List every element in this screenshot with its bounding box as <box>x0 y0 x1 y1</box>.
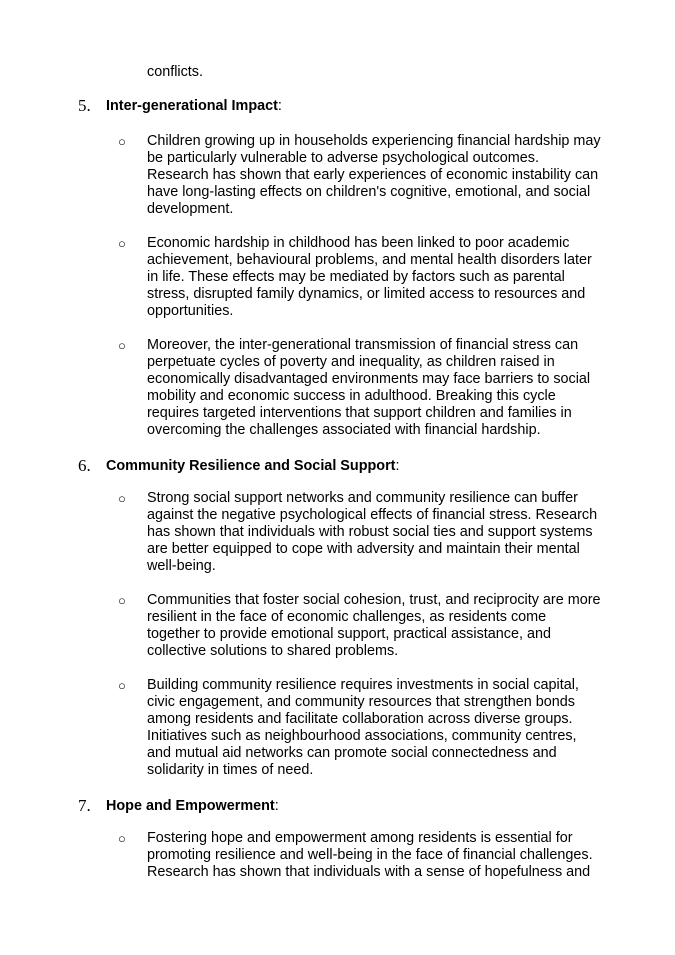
title-colon: : <box>277 98 282 114</box>
title-colon: : <box>274 798 279 814</box>
list-item-text: Fostering hope and empowerment among residents is essential for promoting resilience and well-being in the face of financial challenges. Research has shown that individuals with a sense of hopefulness and <box>147 830 593 881</box>
section-heading <box>0 456 675 478</box>
section-7 <box>0 796 675 881</box>
section-number: 7. <box>78 796 91 815</box>
list-item-text: Children growing up in households experiencing financial hardship may be particularly vulnerable to adverse psychological outcomes. Research has shown that early experiences of economic instability can have long-lasting effects on children's cognitive, emotional, and social development. <box>147 133 601 218</box>
section-title: Community Resilience and Social Support <box>106 458 396 474</box>
section-heading <box>0 796 675 818</box>
section-5 <box>0 96 675 439</box>
bullet-icon: ○ <box>118 134 126 149</box>
bullet-icon: ○ <box>118 236 126 251</box>
section-title-line <box>106 798 279 815</box>
bullet-icon: ○ <box>118 678 126 693</box>
list-item-text: Economic hardship in childhood has been linked to poor academic achievement, behavioural problems, and mental health disorders later in life. These effects may be mediated by factors such as parental stress, disrupted family dynamics, or limited access to resources and opportunities. <box>147 235 592 320</box>
section-6 <box>0 456 675 779</box>
section-title: Hope and Empowerment <box>106 798 275 814</box>
continuation-text: conflicts. <box>147 64 203 80</box>
list-item-text: Communities that foster social cohesion, trust, and reciprocity are more resilient in the face of economic challenges, as residents come together to provide emotional support, practical assistance, and collective solutions to shared problems. <box>147 592 601 660</box>
section-title-line <box>106 458 399 475</box>
title-colon: : <box>395 458 400 474</box>
section-title-line <box>106 98 282 115</box>
section-number: 6. <box>78 456 91 475</box>
list-item-text: Building community resilience requires investments in social capital, civic engagement, and community resources that strengthen bonds among residents and facilitate collaboration across diverse groups. Initiatives such as neighbourhood associations, community centres, and mutual aid networks can promote social connectedness and solidarity in times of need. <box>147 677 579 779</box>
section-title: Inter-generational Impact <box>106 98 278 114</box>
bullet-icon: ○ <box>118 491 126 506</box>
section-number: 5. <box>78 96 91 115</box>
bullet-icon: ○ <box>118 593 126 608</box>
section-heading <box>0 96 675 118</box>
bullet-icon: ○ <box>118 831 126 846</box>
list-item-text: Moreover, the inter-generational transmission of financial stress can perpetuate cycles of poverty and inequality, as children raised in economically disadvantaged environments may face barriers to social mobility and economic success in adulthood. Breaking this cycle requires targeted interventions that support children and families in overcoming the challenges associated with financial hardship. <box>147 337 591 439</box>
bullet-icon: ○ <box>118 338 126 353</box>
list-item-text: Strong social support networks and community resilience can buffer against the negative psychological effects of financial stress. Research has shown that individuals with robust social ties and support systems are better equipped to cope with adversity and maintain their mental well-being. <box>147 490 598 575</box>
